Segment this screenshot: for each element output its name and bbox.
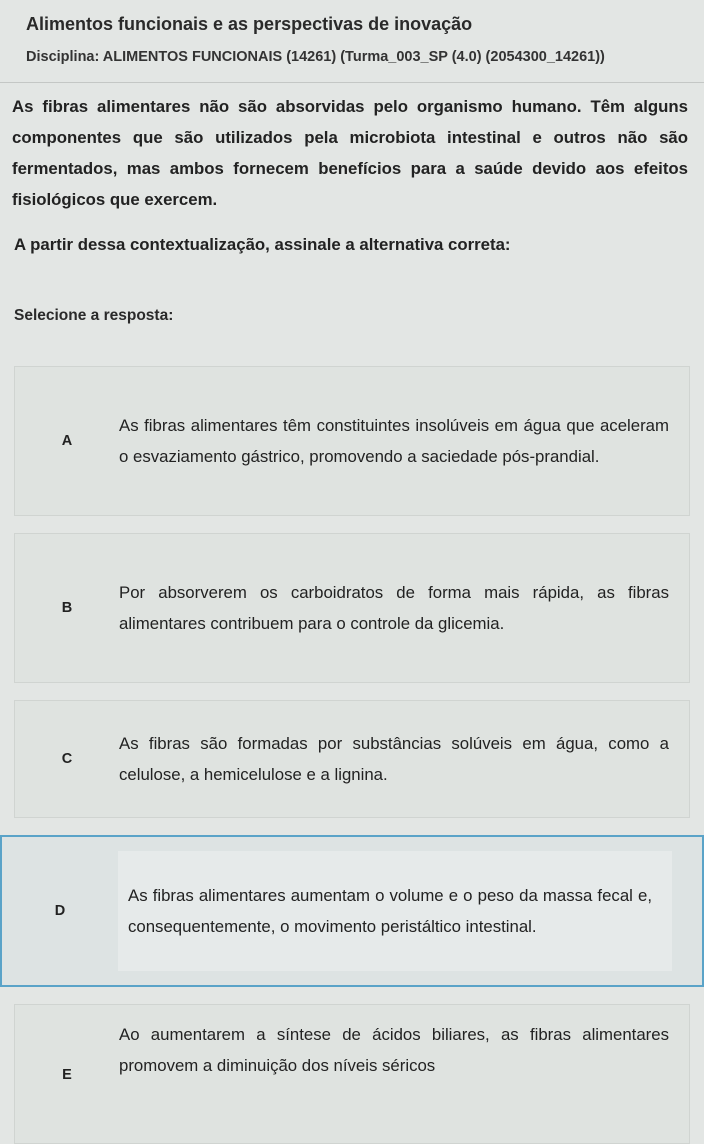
option-b[interactable] xyxy=(14,533,690,683)
answer-options xyxy=(0,366,704,1144)
option-letter: C xyxy=(61,751,73,767)
discipline-label: Disciplina: ALIMENTOS FUNCIONAIS (14261) (Turma_003_SP (4.0) (2054300_14261)) xyxy=(26,49,605,65)
option-text: As fibras alimentares têm constituintes insolúveis em água que aceleram o esvaziamento gástrico, promovendo a saciedade pós-prandial. xyxy=(119,416,669,466)
option-text: As fibras alimentares aumentam o volume e o peso da massa fecal e, consequentemente, o movimento peristáltico intestinal. xyxy=(118,851,672,971)
option-letter: A xyxy=(61,433,73,449)
question-instruction: A partir dessa contextualização, assinale a alternativa correta: xyxy=(14,235,511,254)
option-text: As fibras são formadas por substâncias solúveis em água, como a celulose, a hemicelulose e a lignina. xyxy=(119,734,669,784)
page-title: Alimentos funcionais e as perspectivas de inovação xyxy=(26,14,473,34)
option-letter: E xyxy=(62,1067,72,1083)
option-letter: B xyxy=(61,600,73,616)
option-e[interactable] xyxy=(14,1004,690,1144)
header xyxy=(0,0,704,65)
option-a[interactable] xyxy=(14,366,690,516)
option-text: Por absorverem os carboidratos de forma mais rápida, as fibras alimentares contribuem para o controle da glicemia. xyxy=(119,583,669,633)
option-d-selected[interactable] xyxy=(0,835,704,987)
select-answer-label: Selecione a resposta: xyxy=(14,307,174,324)
option-text: Ao aumentarem a síntese de ácidos biliares, as fibras alimentares promovem a diminuição dos níveis séricos xyxy=(119,1025,669,1075)
option-c[interactable] xyxy=(14,700,690,818)
question-statement: As fibras alimentares não são absorvidas pelo organismo humano. Têm alguns componentes que são utilizados pela microbiota intestinal e outros não são fermentados, mas ambos fornecem benefícios para a saúde devido aos efeitos fisiológicos que exercem. xyxy=(12,97,688,209)
option-letter: D xyxy=(54,903,66,919)
